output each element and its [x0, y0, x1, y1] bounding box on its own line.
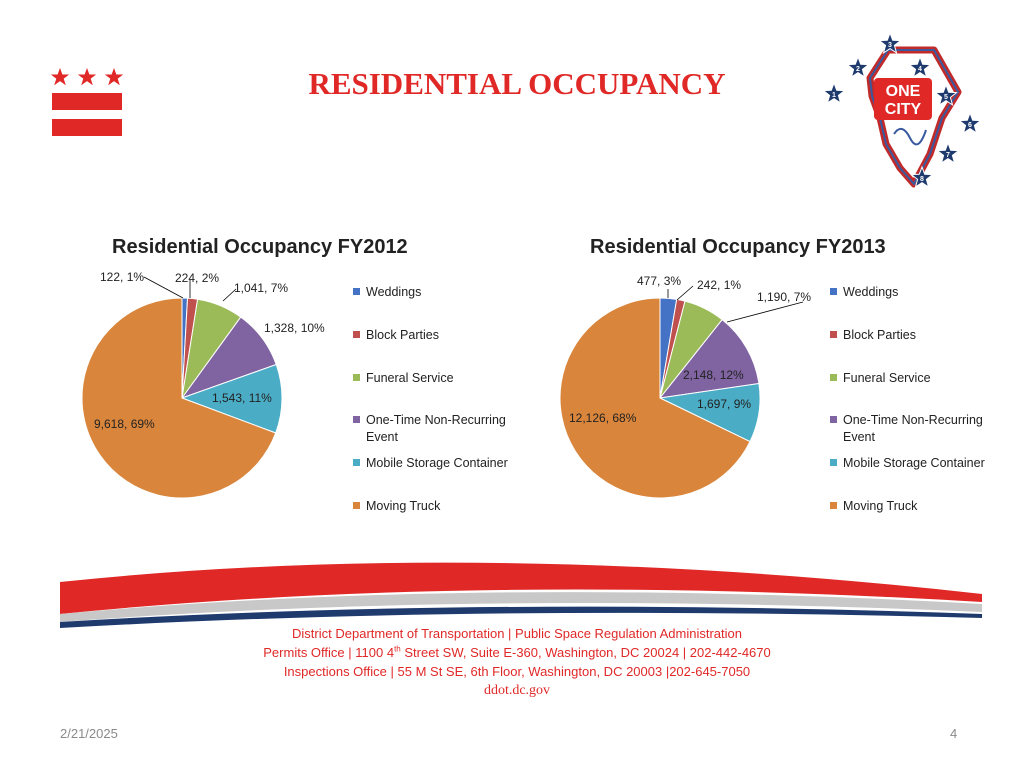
- slide-number: 4: [950, 726, 958, 741]
- legend-label: Block Parties: [366, 328, 439, 342]
- ward-number-label: 4: [918, 66, 922, 73]
- legend-label: One-Time Non-Recurring Event: [366, 413, 506, 444]
- legend-swatch: [353, 331, 360, 338]
- data-label: 2,148, 12%: [683, 368, 744, 382]
- chart-title-fy2012: Residential Occupancy FY2012: [112, 236, 408, 258]
- data-label: 1,697, 9%: [697, 397, 752, 411]
- ward-number-label: 5: [944, 94, 948, 101]
- footer-permits-text: Permits Office | 1100 4: [263, 645, 395, 660]
- legend-label: Weddings: [843, 285, 899, 299]
- ward-number-label: 3: [888, 42, 892, 49]
- data-label: 477, 3%: [637, 274, 682, 288]
- footer-swoosh: [0, 550, 1024, 630]
- legend-label: Block Parties: [843, 328, 916, 342]
- pie-chart-fy2012: [60, 262, 350, 512]
- legend-label: Funeral Service: [843, 371, 931, 385]
- footer-website-link[interactable]: ddot.dc.gov: [483, 683, 551, 698]
- chart-title-fy2013: Residential Occupancy FY2013: [590, 236, 886, 258]
- legend-swatch: [830, 502, 837, 509]
- legend-swatch: [353, 459, 360, 466]
- data-label: 242, 1%: [697, 278, 742, 292]
- footer-permits-sup: th: [394, 644, 401, 654]
- leader-line: [677, 286, 693, 300]
- legend-swatch: [830, 459, 837, 466]
- pie-chart-fy2013: [535, 262, 830, 512]
- data-label: 1,543, 11%: [212, 391, 272, 405]
- data-label: 9,618, 69%: [94, 417, 155, 431]
- data-label: 122, 1%: [100, 270, 145, 284]
- ward-number-label: 8: [920, 176, 924, 183]
- legend-swatch: [353, 502, 360, 509]
- legend-label: Moving Truck: [843, 499, 918, 513]
- legend-label: Moving Truck: [366, 499, 441, 513]
- data-label: 1,041, 7%: [234, 281, 289, 295]
- legend-swatch: [353, 416, 360, 423]
- legend-swatch: [353, 374, 360, 381]
- footer-org-line: District Department of Transportation | Public Space Regulation Administration: [292, 626, 742, 641]
- legend-label: Mobile Storage Container: [843, 456, 985, 470]
- ward-number-label: 6: [968, 122, 972, 129]
- leader-line: [727, 302, 803, 322]
- legend-swatch: [830, 331, 837, 338]
- legend-label: Mobile Storage Container: [366, 456, 508, 470]
- data-label: 224, 2%: [175, 271, 220, 285]
- footer-permits-text-end: Street SW, Suite E-360, Washington, DC 20024 | 202-442-4670: [400, 645, 771, 660]
- page-title: RESIDENTIAL OCCUPANCY: [308, 66, 726, 101]
- data-label: 12,126, 68%: [569, 411, 637, 425]
- legend-swatch: [830, 374, 837, 381]
- ward-number-label: 2: [856, 66, 860, 73]
- ward-number-label: 7: [946, 152, 950, 159]
- footer-permits-line: [0, 645, 1024, 660]
- flag-bar: [52, 119, 122, 136]
- slide-date: 2/21/2025: [60, 726, 118, 741]
- data-label: 1,328, 10%: [264, 321, 325, 335]
- legend-label: Funeral Service: [366, 371, 454, 385]
- legend-swatch: [830, 288, 837, 295]
- footer-inspections-line: Inspections Office | 55 M St SE, 6th Floor, Washington, DC 20003 |202-645-7050: [283, 664, 751, 679]
- one-city-logo: [822, 34, 986, 190]
- one-city-logo-text: CITY: [884, 101, 922, 118]
- legend-label: One-Time Non-Recurring Event: [843, 413, 983, 444]
- legend-label: Weddings: [366, 285, 422, 299]
- legend-swatch: [353, 288, 360, 295]
- legend-swatch: [830, 416, 837, 423]
- data-label: 1,190, 7%: [757, 290, 812, 304]
- ward-number-label: 1: [832, 92, 836, 99]
- one-city-logo-text: ONE: [885, 83, 921, 100]
